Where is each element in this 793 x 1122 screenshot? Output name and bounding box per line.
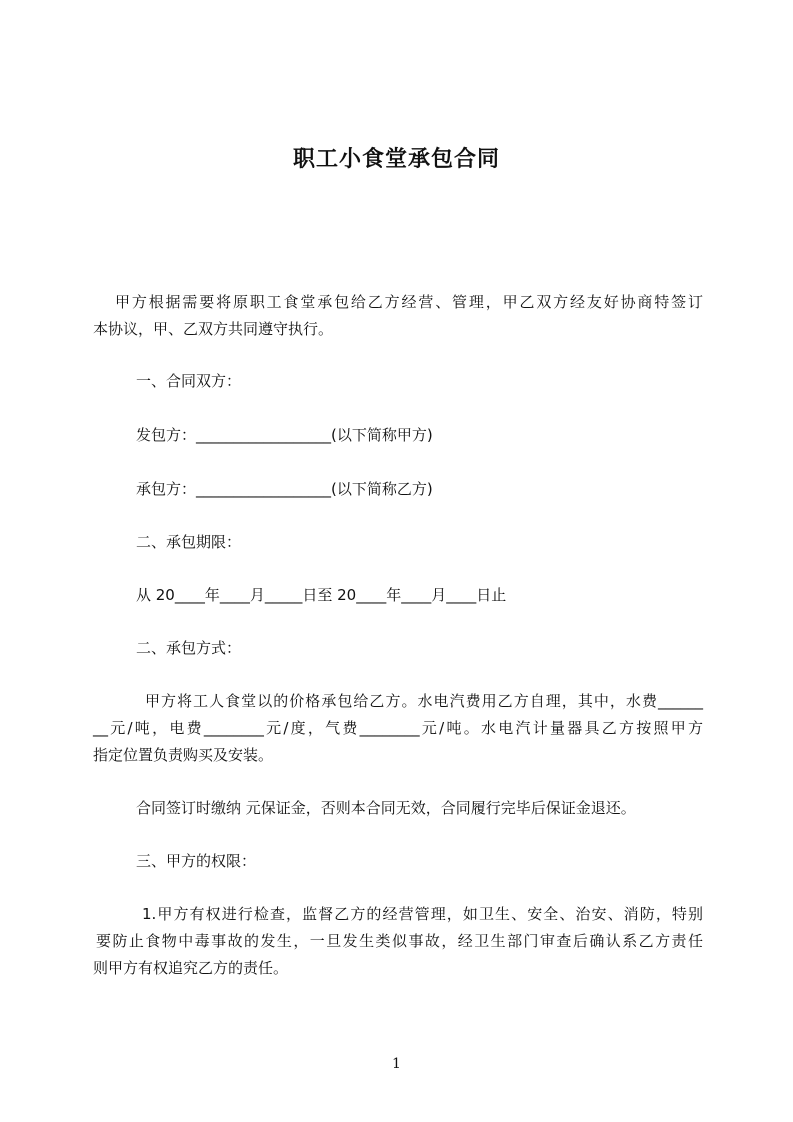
deposit-line: 合同签订时缴纳 元保证金，否则本合同无效，合同履行完毕后保证金退还。 [136,799,636,817]
section-heading-parties: 一、合同双方： [136,372,242,390]
rights-item-1-line-2: 要防止食物中毒事故的发生，一旦发生类似事故，经卫生部门审查后确认系乙方责任 [96,932,703,950]
method-line-3: 指定位置负责购买及安装。 [93,746,274,764]
rights-item-1-line-1: 1.甲方有权进行检查，监督乙方的经营管理，如卫生、安全、治安、消防，特别 [142,905,703,923]
employer-line: 发包方：__________________(以下简称甲方) [136,426,433,444]
intro-line-2: 本协议，甲、乙双方共同遵守执行。 [93,320,334,338]
section-heading-rights: 三、甲方的权限： [136,852,257,870]
period-line: 从 20____年____月_____日至 20____年____月____日止 [136,586,507,604]
section-heading-period: 二、承包期限： [136,533,242,551]
method-line-2: __元/吨，电费________元/度，气费________元/吨。水电汽计量器具乙方按照甲方 [93,719,703,737]
document-title: 职工小食堂承包合同 [292,147,500,172]
rights-item-1-line-3: 则甲方有权追究乙方的责任。 [93,959,289,977]
page-number: 1 [392,1056,401,1072]
contractor-line: 承包方：__________________(以下简称乙方) [136,480,433,498]
intro-line-1: 甲方根据需要将原职工食堂承包给乙方经营、管理，甲乙双方经友好协商特签订 [115,293,703,311]
section-heading-method: 二、承包方式： [136,639,242,657]
method-line-1: 甲方将工人食堂以的价格承包给乙方。水电汽费用乙方自理，其中，水费______ [145,692,703,710]
